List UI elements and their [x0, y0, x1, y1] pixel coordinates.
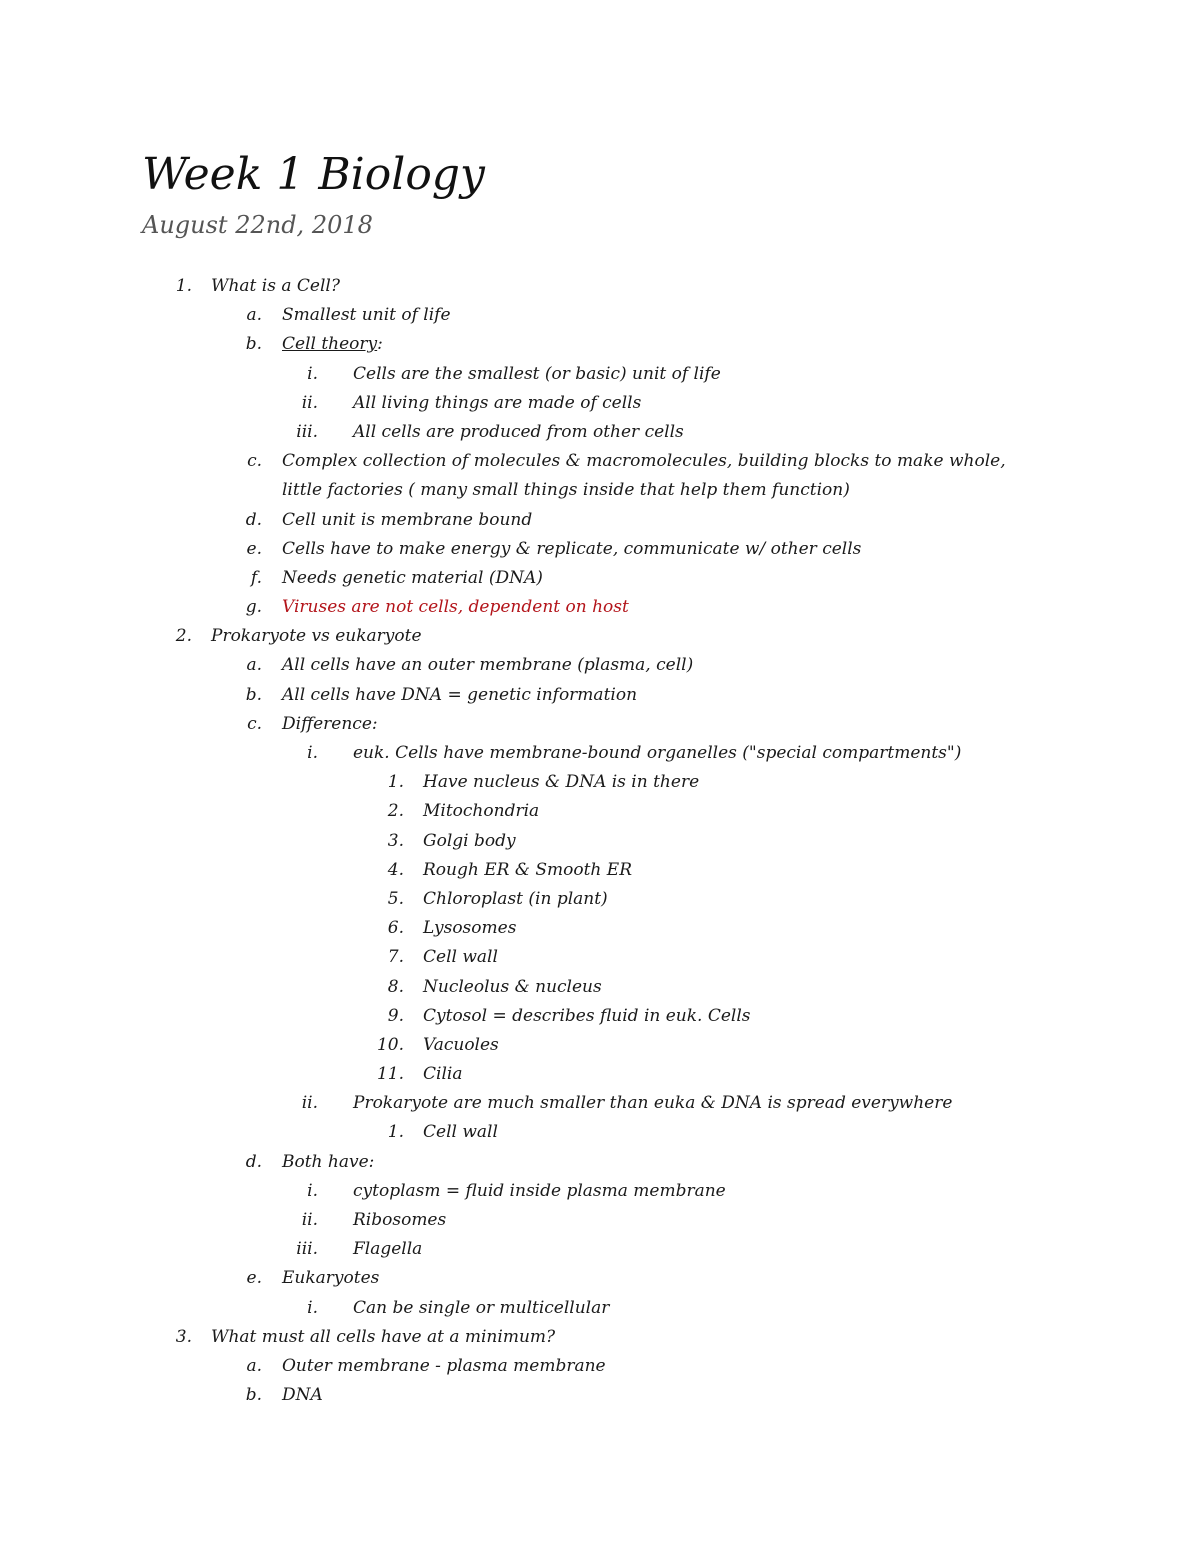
outline-marker: c. — [247, 451, 262, 472]
outline-item — [0, 710, 1200, 739]
outline-text: All cells have DNA = genetic information — [282, 684, 638, 705]
outline-text: Both have: — [282, 1151, 375, 1172]
outline-marker: 3. — [387, 830, 404, 851]
outline-text: little factories ( many small things inside that help them function) — [282, 480, 850, 501]
outline-text: Cilia — [423, 1064, 463, 1085]
outline-item — [0, 1235, 1200, 1264]
outline-marker: e. — [246, 538, 262, 559]
outline-marker: iii. — [296, 421, 318, 442]
outline-marker: f. — [250, 567, 262, 588]
outline-item — [0, 797, 1200, 826]
outline-marker: c. — [247, 713, 262, 734]
outline-text: Cell unit is membrane bound — [282, 509, 533, 530]
outline-marker: 7. — [387, 947, 404, 968]
outline-marker: a. — [246, 1355, 262, 1376]
outline-marker: b. — [245, 334, 262, 355]
outline-text: Cells have to make energy & replicate, communicate w/ other cells — [282, 538, 862, 559]
outline-item — [0, 1352, 1200, 1381]
outline-marker: 10. — [376, 1034, 404, 1055]
outline-text: Vacuoles — [423, 1034, 499, 1055]
outline-text: Eukaryotes — [282, 1268, 380, 1289]
outline-text: Smallest unit of life — [282, 305, 451, 326]
outline-text: Cell wall — [423, 1122, 498, 1143]
outline-item — [0, 1206, 1200, 1235]
outline-marker: i. — [307, 1180, 318, 1201]
outline-item — [0, 768, 1200, 797]
outline-text: Nucleolus & nucleus — [423, 976, 602, 997]
outline-marker: 5. — [387, 888, 404, 909]
outline-item — [0, 1323, 1200, 1352]
document-title: Week 1 Biology — [142, 149, 485, 200]
outline-text: What is a Cell? — [211, 276, 340, 296]
outline-item — [0, 389, 1200, 418]
outline-marker: a. — [246, 305, 262, 326]
outline-item — [0, 506, 1200, 535]
outline-marker: a. — [246, 655, 262, 676]
outline-item — [0, 535, 1200, 564]
outline-marker: 2. — [387, 801, 404, 822]
outline-marker: 6. — [387, 918, 404, 939]
outline-marker: iii. — [296, 1239, 318, 1260]
outline-text: Prokaryote vs eukaryote — [211, 626, 422, 647]
outline-item — [0, 973, 1200, 1002]
outline-marker: d. — [245, 1151, 262, 1172]
outline-text: All cells have an outer membrane (plasma, cell) — [282, 655, 694, 676]
outline-item — [0, 943, 1200, 972]
outline-item — [0, 564, 1200, 593]
outline-marker: ii. — [301, 1210, 318, 1230]
outline-marker: 9. — [387, 1005, 404, 1026]
outline-marker: ii. — [301, 1093, 318, 1114]
outline-item — [0, 856, 1200, 885]
outline-item — [0, 272, 1200, 301]
outline-item — [0, 418, 1200, 447]
outline-text: Ribosomes — [353, 1210, 447, 1230]
outline-item — [0, 301, 1200, 330]
outline-item — [0, 827, 1200, 856]
outline-item — [0, 1060, 1200, 1089]
outline-item — [0, 651, 1200, 680]
outline-marker: i. — [307, 363, 318, 384]
outline-text: Can be single or multicellular — [353, 1297, 610, 1318]
outline-text: What must all cells have at a minimum? — [211, 1326, 556, 1347]
outline-item — [0, 739, 1200, 768]
outline-item — [0, 1264, 1200, 1293]
outline-item — [0, 1177, 1200, 1206]
outline-item — [0, 447, 1200, 476]
outline-text: Chloroplast (in plant) — [423, 888, 608, 909]
outline-marker: 8. — [387, 976, 404, 997]
outline-text: Flagella — [353, 1239, 423, 1260]
outline-marker: i. — [307, 743, 318, 763]
outline-text: DNA — [282, 1385, 323, 1406]
outline-text: Cells are the smallest (or basic) unit of life — [353, 363, 721, 384]
outline-item — [0, 622, 1200, 651]
outline-item — [0, 681, 1200, 710]
outline-text: Mitochondria — [423, 801, 540, 822]
outline-marker: b. — [245, 1385, 262, 1406]
document-date: August 22nd, 2018 — [142, 211, 373, 239]
outline-marker: d. — [245, 509, 262, 530]
outline-item — [0, 1294, 1200, 1323]
outline-item — [0, 1381, 1200, 1410]
outline-item — [0, 360, 1200, 389]
outline-item — [0, 593, 1200, 622]
outline-text: All cells are produced from other cells — [353, 421, 684, 442]
outline-item — [0, 1148, 1200, 1177]
outline-marker: 2. — [175, 626, 192, 647]
outline-text: euk. Cells have membrane-bound organelles ("special compartments") — [353, 743, 962, 763]
outline-marker: e. — [246, 1268, 262, 1289]
outline-marker: g. — [245, 597, 262, 618]
outline-marker: 1. — [175, 276, 192, 296]
outline-item — [0, 1118, 1200, 1147]
notes-outline — [0, 272, 1200, 1410]
outline-marker: 1. — [387, 772, 404, 793]
outline-text: Golgi body — [423, 830, 516, 851]
outline-text: Outer membrane - plasma membrane — [282, 1355, 606, 1376]
outline-marker: i. — [307, 1297, 318, 1318]
outline-item — [0, 1031, 1200, 1060]
outline-marker: 11. — [376, 1064, 404, 1085]
outline-text: Cell theory: — [282, 334, 383, 355]
outline-text: Have nucleus & DNA is in there — [423, 772, 700, 793]
outline-item — [0, 914, 1200, 943]
outline-text: All living things are made of cells — [353, 392, 642, 413]
outline-text: Viruses are not cells, dependent on host — [282, 597, 629, 618]
outline-marker: 3. — [175, 1326, 192, 1347]
outline-text: Needs genetic material (DNA) — [282, 567, 543, 588]
outline-text: Cytosol = describes fluid in euk. Cells — [423, 1005, 751, 1026]
outline-item — [0, 476, 1200, 505]
outline-text: Rough ER & Smooth ER — [423, 859, 632, 880]
outline-text: Cell wall — [423, 947, 498, 968]
outline-text: Complex collection of molecules & macromolecules, building blocks to make whole, — [282, 451, 1006, 472]
outline-marker: b. — [245, 684, 262, 705]
outline-item — [0, 1002, 1200, 1031]
outline-item — [0, 330, 1200, 359]
outline-marker: ii. — [301, 392, 318, 413]
outline-marker: 1. — [387, 1122, 404, 1143]
outline-text: Prokaryote are much smaller than euka & DNA is spread everywhere — [353, 1093, 953, 1114]
outline-text: cytoplasm = fluid inside plasma membrane — [353, 1180, 726, 1201]
outline-text: Lysosomes — [423, 918, 517, 939]
outline-item — [0, 885, 1200, 914]
outline-item — [0, 1089, 1200, 1118]
outline-marker: 4. — [387, 859, 404, 880]
outline-text: Difference: — [282, 713, 378, 734]
